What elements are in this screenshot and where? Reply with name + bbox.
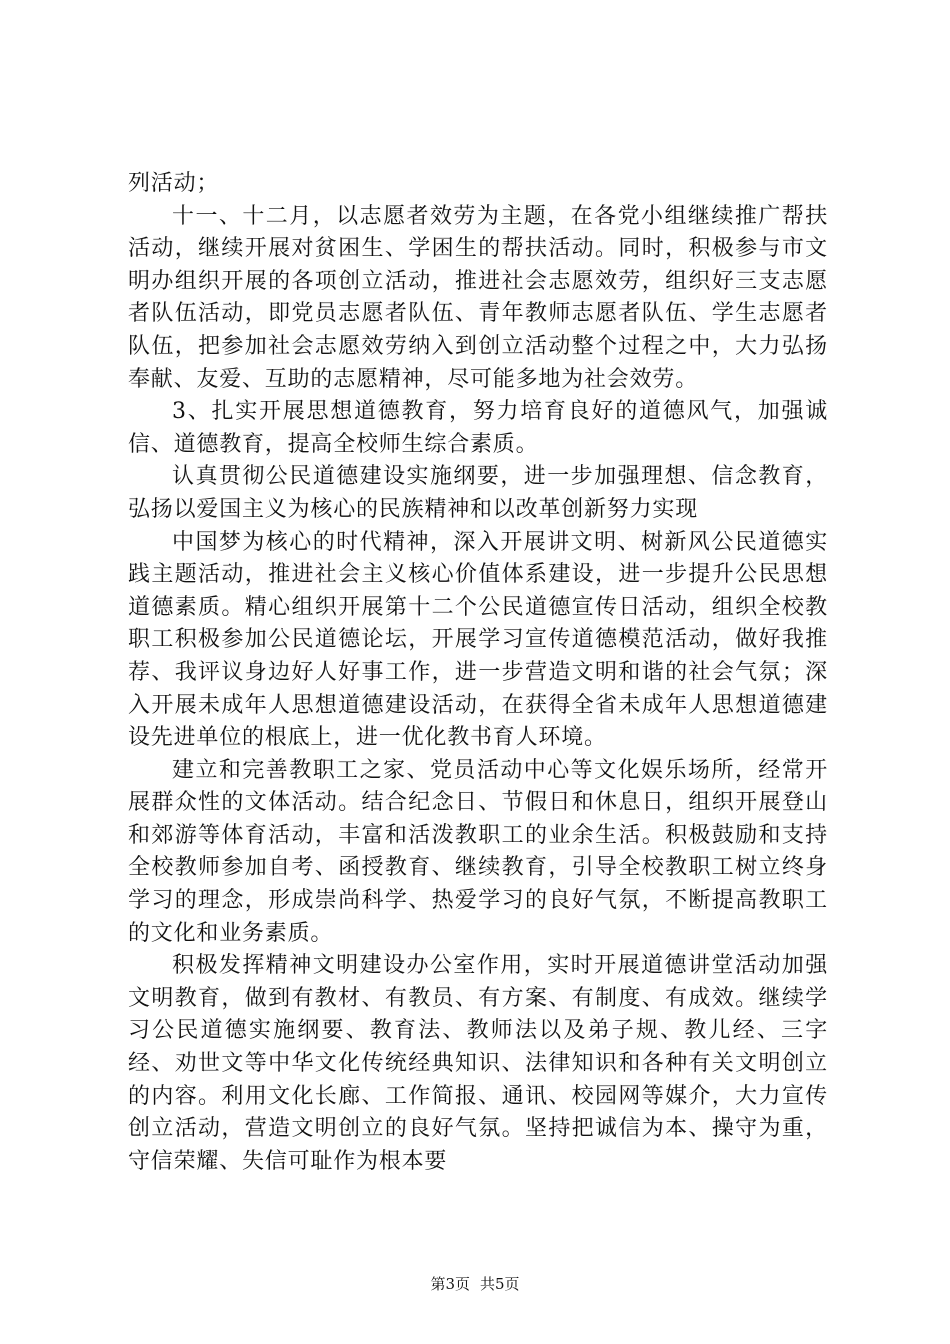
paragraph-7: 积极发挥精神文明建设办公室作用，实时开展道德讲堂活动加强文明教育，做到有教材、有教员、有方案、有制度、有成效。继续学习公民道德实施纲要、教育法、教师法以及弟子规、教儿经、三字经、劝世文等中华文化传统经典知识、法律知识和各种有关文明创立的内容。利用文化长廊、工作简报、通讯、校园网等媒介，大力宣传创立活动，营造文明创立的良好气氛。坚持把诚信为本、操守为重，守信荣耀、失信可耻作为根本要: [128, 953, 828, 1174]
page-number-current: 第3页: [430, 1275, 470, 1293]
paragraph-5: 中国梦为核心的时代精神，深入开展讲文明、树新风公民道德实践主题活动，推进社会主义核心价值体系建设，进一步提升公民思想道德素质。精心组织开展第十二个公民道德宣传日活动，组织全校教职工积极参加公民道德论坛，开展学习宣传道德模范活动，做好我推荐、我评议身边好人好事工作，进一步营造文明和谐的社会气氛；深入开展未成年人思想道德建设活动，在获得全省未成年人思想道德建设先进单位的根底上，进一优化教书育人环境。: [128, 529, 828, 751]
page-number-total: 共5页: [480, 1275, 520, 1293]
paragraph-1: 列活动；: [128, 171, 220, 196]
paragraph-3: 3、扎实开展思想道德教育，努力培育良好的道德风气，加强诚信、道德教育，提高全校师生综合素质。: [128, 399, 828, 457]
page-footer: [0, 1274, 950, 1294]
document-body: [128, 168, 828, 1178]
paragraph-4: 认真贯彻公民道德建设实施纲要，进一步加强理想、信念教育，弘扬以爱国主义为核心的民族精神和以改革创新努力实现: [128, 464, 828, 522]
paragraph-2: 十一、十二月，以志愿者效劳为主题，在各党小组继续推广帮扶活动，继续开展对贫困生、学困生的帮扶活动。同时，积极参与市文明办组织开展的各项创立活动，推进社会志愿效劳，组织好三支志愿者队伍活动，即党员志愿者队伍、青年教师志愿者队伍、学生志愿者队伍，把参加社会志愿效劳纳入到创立活动整个过程之中，大力弘扬奉献、友爱、互助的志愿精神，尽可能多地为社会效劳。: [128, 203, 828, 392]
paragraph-6: 建立和完善教职工之家、党员活动中心等文化娱乐场所，经常开展群众性的文体活动。结合纪念日、节假日和休息日，组织开展登山和郊游等体育活动，丰富和活泼教职工的业余生活。积极鼓励和支持全校教师参加自考、函授教育、继续教育，引导全校教职工树立终身学习的理念，形成崇尚科学、热爱学习的良好气氛，不断提高教职工的文化和业务素质。: [128, 757, 828, 946]
